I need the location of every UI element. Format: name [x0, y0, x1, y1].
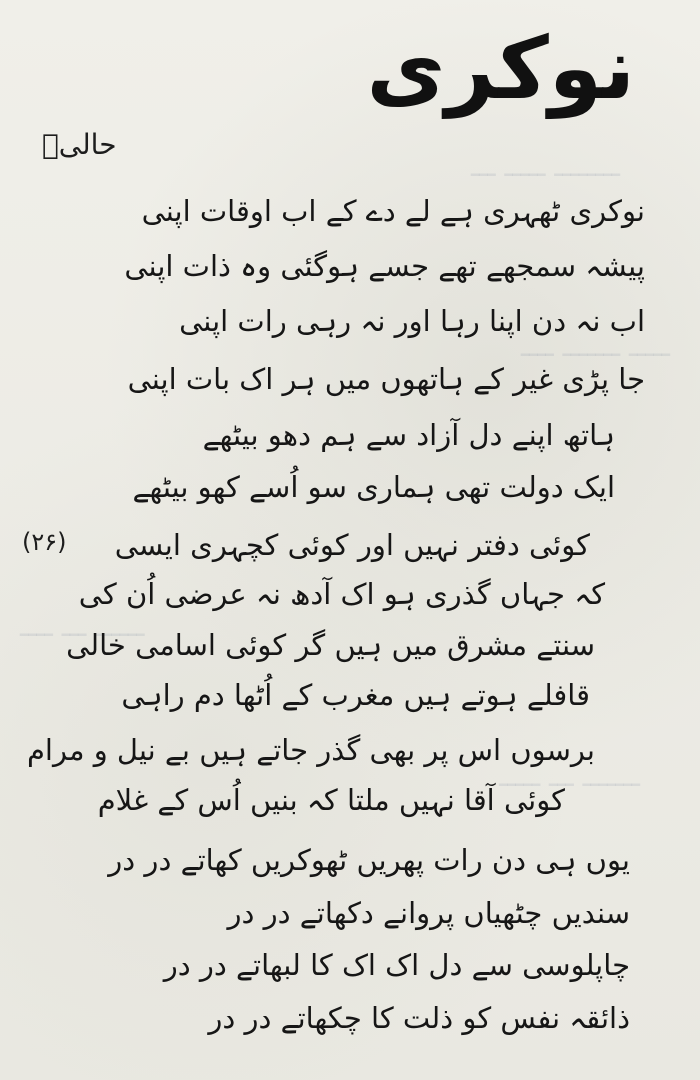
stanza-3-line-4: ذائقہ نفس کو ذلت کا چکھاتے در در: [208, 1001, 630, 1035]
stanza-2-line-3: سنتے مشرق میں ہیں گر کوئی اسامی خالی: [66, 628, 595, 662]
stanza-2-line-2: کہ جہاں گذری ہو اک آدھ نہ عرضی اُن کی: [78, 577, 605, 611]
stanza-1-line-1: نوکری ٹھہری ہے لے دے کے اب اوقات اپنی: [141, 194, 645, 228]
stanza-2-line-6: کوئی آقا نہیں ملتا کہ بنیں اُس کے غلام: [97, 783, 565, 817]
poem-title: نوکری: [366, 19, 635, 119]
stanza-1-line-6: ایک دولت تھی ہماری سو اُسے کھو بیٹھے: [132, 470, 615, 504]
stanza-number: (۲۶): [22, 528, 67, 556]
bleed-through-mark: ـــــ ـــــــ ــــ: [520, 330, 670, 363]
stanza-1-line-2: پیشہ سمجھے تھے جسے ہوگئی وہ ذات اپنی: [124, 249, 645, 283]
stanza-2-line-4: قافلے ہوتے ہیں مغرب کے اُٹھا دم راہی: [121, 678, 590, 712]
stanza-2-line-5: برسوں اس پر بھی گذر جاتے ہیں بے نیل و مرام: [26, 733, 595, 767]
stanza-1-line-3: اب نہ دن اپنا رہا اور نہ رہی رات اپنی: [179, 304, 645, 338]
bleed-through-mark: ــــــ ـــ ــــ: [20, 610, 145, 643]
stanza-3-line-2: سندیں چٹھیاں پروانے دکھاتے در در: [227, 896, 630, 930]
stanza-3-line-3: چاپلوسی سے دل اک اک کا لبھاتے در در: [163, 948, 630, 982]
stanza-2-line-1: کوئی دفتر نہیں اور کوئی کچہری ایسی: [114, 528, 590, 562]
poem-author: حالیؔ: [42, 128, 117, 161]
stanza-1-line-5: ہاتھ اپنے دل آزاد سے ہم دھو بیٹھے: [202, 418, 615, 452]
stanza-3-line-1: یوں ہی دن رات پھریں ٹھوکریں کھاتے در در: [108, 843, 630, 877]
bleed-through-mark: ــــــــ ـــــ ـــ: [470, 150, 620, 183]
bleed-through-mark: ـــــــ ـــ ـــــ: [499, 760, 640, 793]
stanza-1-line-4: جا پڑی غیر کے ہاتھوں میں ہر اک بات اپنی: [127, 362, 645, 396]
